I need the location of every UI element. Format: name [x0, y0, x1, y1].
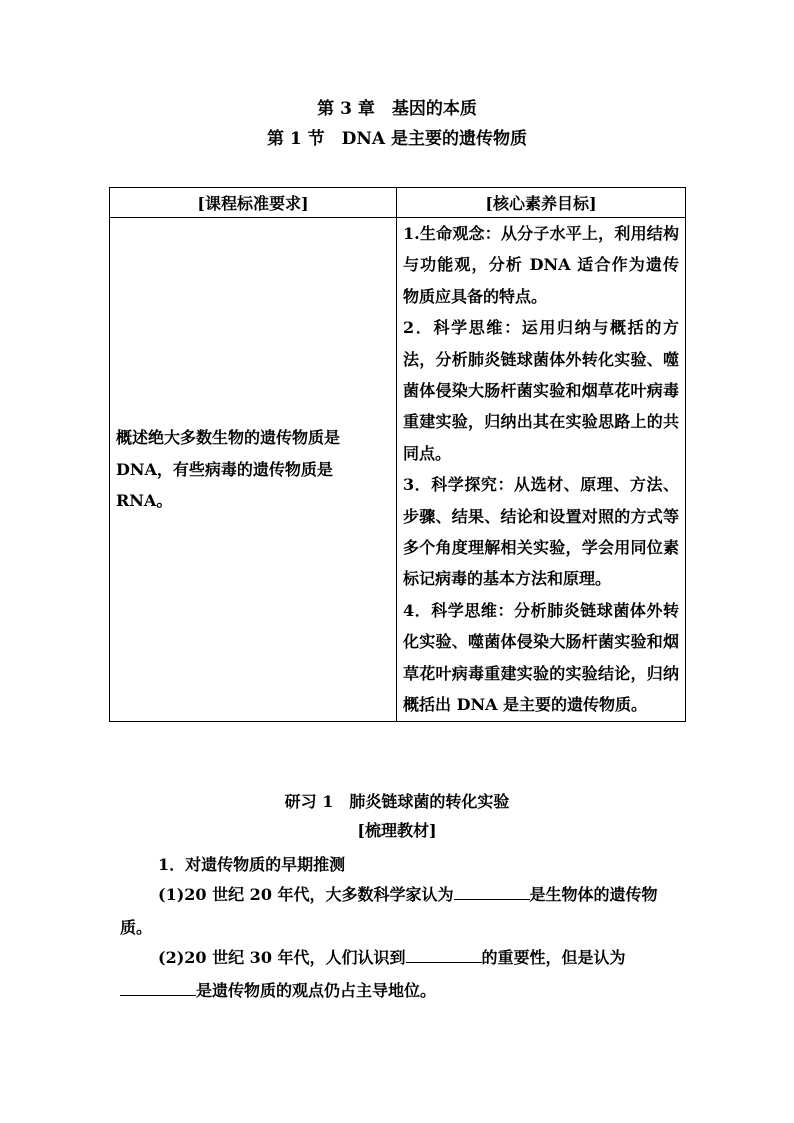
goal-item: 4．科学思维：分析肺炎链球菌体外转化实验、噬菌体侵染大肠杆菌实验和烟草花叶病毒重建实验的实验结论，归纳概括出 DNA 是主要的遗传物质。 — [403, 600, 679, 715]
question-2-text-before: (2)20 世纪 30 年代，人们认识到 — [158, 948, 406, 967]
question-1 — [120, 878, 676, 944]
fill-blank — [120, 979, 196, 996]
item-heading: 1．对遗传物质的早期推测 — [158, 855, 346, 874]
goal-item: 3．科学探究：从选材、原理、方法、步骤、结果、结论和设置对照的方式等多个角度理解相关实验，学会用同位素标记病毒的基本方法和原理。 — [403, 475, 679, 589]
goal-item: 1.生命观念：从分子水平上，利用结构与功能观，分析 DNA 适合作为遗传物质应具备的特点。 — [403, 224, 679, 306]
goals-cell — [397, 218, 686, 722]
question-2-text-after: 是遗传物质的观点仍占主导地位。 — [196, 981, 437, 1000]
sort-title: [梳理教材] — [357, 821, 437, 840]
chapter-title: 第 3 章 基因的本质 — [317, 99, 477, 119]
requirement-cell — [110, 218, 397, 722]
fill-blank — [454, 883, 530, 900]
fill-blank — [406, 946, 482, 963]
question-1-text-before: (1)20 世纪 20 年代，大多数科学家认为 — [158, 885, 454, 904]
header-curriculum-requirements: [课程标准要求] — [110, 188, 397, 218]
study-title: 研习 1 肺炎链球菌的转化实验 — [284, 792, 510, 811]
question-2 — [120, 941, 676, 1007]
table-header-row — [110, 188, 686, 218]
question-2-text-middle: 的重要性，但是认为 — [481, 948, 626, 967]
goal-item: 2．科学思维：运用归纳与概括的方法，分析肺炎链球菌体外转化实验、噬菌体侵染大肠杆菌实验和烟草花叶病毒重建实验，归纳出其在实验思路上的共同点。 — [403, 318, 679, 463]
requirement-text: 概述绝大多数生物的遗传物质是 DNA，有些病毒的遗传物质是 RNA。 — [116, 428, 341, 510]
table-row — [110, 218, 686, 722]
header-core-literacy-goals: [核心素养目标] — [397, 188, 686, 218]
question-1-text-after: 是生物体的遗传物质。 — [120, 885, 658, 937]
standards-table — [109, 187, 686, 722]
section-title: 第 1 节 DNA 是主要的遗传物质 — [266, 129, 528, 149]
